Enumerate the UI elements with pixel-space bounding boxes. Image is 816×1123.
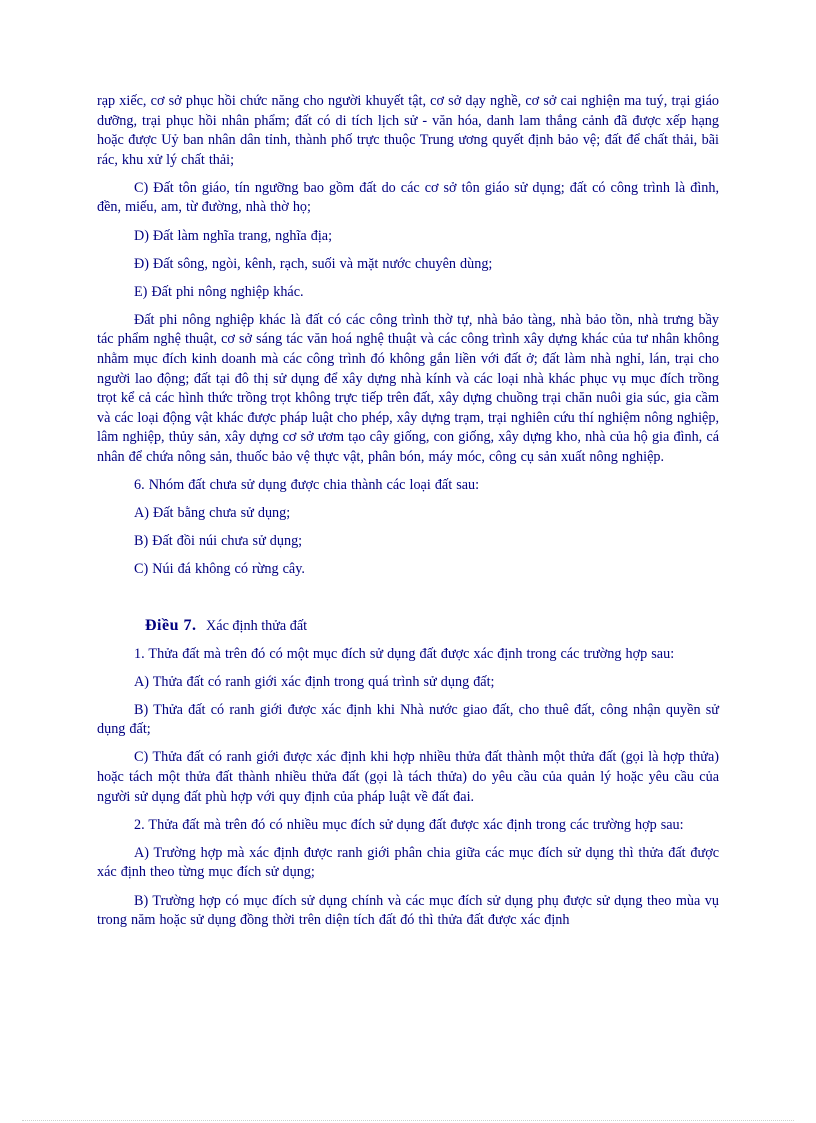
article-title: Xác định thửa đất xyxy=(206,617,308,634)
paragraph: D) Đất làm nghĩa trang, nghĩa địa; xyxy=(134,227,333,244)
section-body-part1 xyxy=(97,92,719,580)
paragraph: C) Thửa đất có ranh giới được xác định khi hợp nhiều thửa đất thành một thửa đất (gọi là hợp thửa) hoặc tách một thửa đất thành nhiều thửa đất (gọi là tách thửa) do yêu cầu của quản lý hoặc yêu cầu của người sử dụng đất phù hợp với quy định của pháp luật về đất đai. xyxy=(97,749,719,805)
paragraph: 2. Thửa đất mà trên đó có nhiều mục đích sử dụng đất được xác định trong các trường hợp sau: xyxy=(134,816,684,833)
document-page xyxy=(97,92,719,939)
paragraph: A) Trường hợp mà xác định được ranh giới phân chia giữa các mục đích sử dụng thì thửa đất được xác định theo từng mục đích sử dụng; xyxy=(97,844,719,881)
paragraph: B) Trường hợp có mục đích sử dụng chính và các mục đích sử dụng phụ được sử dụng theo mùa vụ trong năm hoặc sử dụng đồng thời trên diện tích đất đó thì thửa đất được xác định xyxy=(97,892,719,929)
paragraph: B) Đất đồi núi chưa sử dụng; xyxy=(134,533,303,550)
paragraph: Đất phi nông nghiệp khác là đất có các công trình thờ tự, nhà bảo tàng, nhà bảo tồn, nhà trưng bầy tác phẩm nghệ thuật, cơ sở sáng tác văn hoá nghệ thuật và các công trình xây dựng khác của tư nhân không nhằm mục đích kinh doanh mà các công trình đó không gắn liền với đất ở; đất làm nhà nghỉ, lán, trại cho người lao động; đất tại đô thị sử dụng để xây dựng nhà kính và các loại nhà khác phục vụ mục đích trồng trọt kể cả các hình thức trồng trọt không trực tiếp trên đất, xây dựng chuồng trại chăn nuôi gia súc, gia cầm và các loại động vật khác được pháp luật cho phép, xây dựng trạm, trại nghiên cứu thí nghiệm nông nghiệp, lâm nghiệp, thủy sản, xây dựng cơ sở ươm tạo cây giống, con giống, xây dựng kho, nhà của hộ gia đình, cá nhân để chứa nông sản, thuốc bảo vệ thực vật, phân bón, máy móc, công cụ sản xuất nông nghiệp. xyxy=(97,311,719,465)
paragraph: A) Đất bằng chưa sử dụng; xyxy=(134,505,291,522)
article-number: Điều 7. xyxy=(145,616,197,634)
paragraph: B) Thửa đất có ranh giới được xác định khi Nhà nước giao đất, cho thuê đất, công nhận quyền sử dụng đất; xyxy=(97,701,719,738)
paragraph: rạp xiếc, cơ sở phục hồi chức năng cho người khuyết tật, cơ sở dạy nghề, cơ sở cai nghiện ma tuý, trại giáo dưỡng, trại phục hồi nhân phẩm; đất có di tích lịch sử - văn hóa, danh lam thắng cảnh đã được xếp hạng hoặc được Uỷ ban nhân dân tỉnh, thành phố trực thuộc Trung ương quyết định bảo vệ; đất để chất thải, bãi rác, khu xử lý chất thải; xyxy=(97,93,719,168)
paragraph: 1. Thửa đất mà trên đó có một mục đích sử dụng đất được xác định trong các trường hợp sau: xyxy=(134,645,675,662)
paragraph: 6. Nhóm đất chưa sử dụng được chia thành các loại đất sau: xyxy=(134,477,480,494)
article-heading xyxy=(97,616,719,637)
paragraph: E) Đất phi nông nghiệp khác. xyxy=(134,283,304,300)
paragraph: C) Đất tôn giáo, tín ngưỡng bao gồm đất do các cơ sở tôn giáo sử dụng; đất có công trình là đình, đền, miếu, am, từ đường, nhà thờ họ; xyxy=(97,179,719,216)
section-body-part2 xyxy=(97,645,719,931)
paragraph: C) Núi đá không có rừng cây. xyxy=(134,561,305,578)
page-bottom-divider xyxy=(22,1120,794,1121)
paragraph: A) Thửa đất có ranh giới xác định trong quá trình sử dụng đất; xyxy=(134,673,495,690)
paragraph: Đ) Đất sông, ngòi, kênh, rạch, suối và mặt nước chuyên dùng; xyxy=(134,255,493,272)
